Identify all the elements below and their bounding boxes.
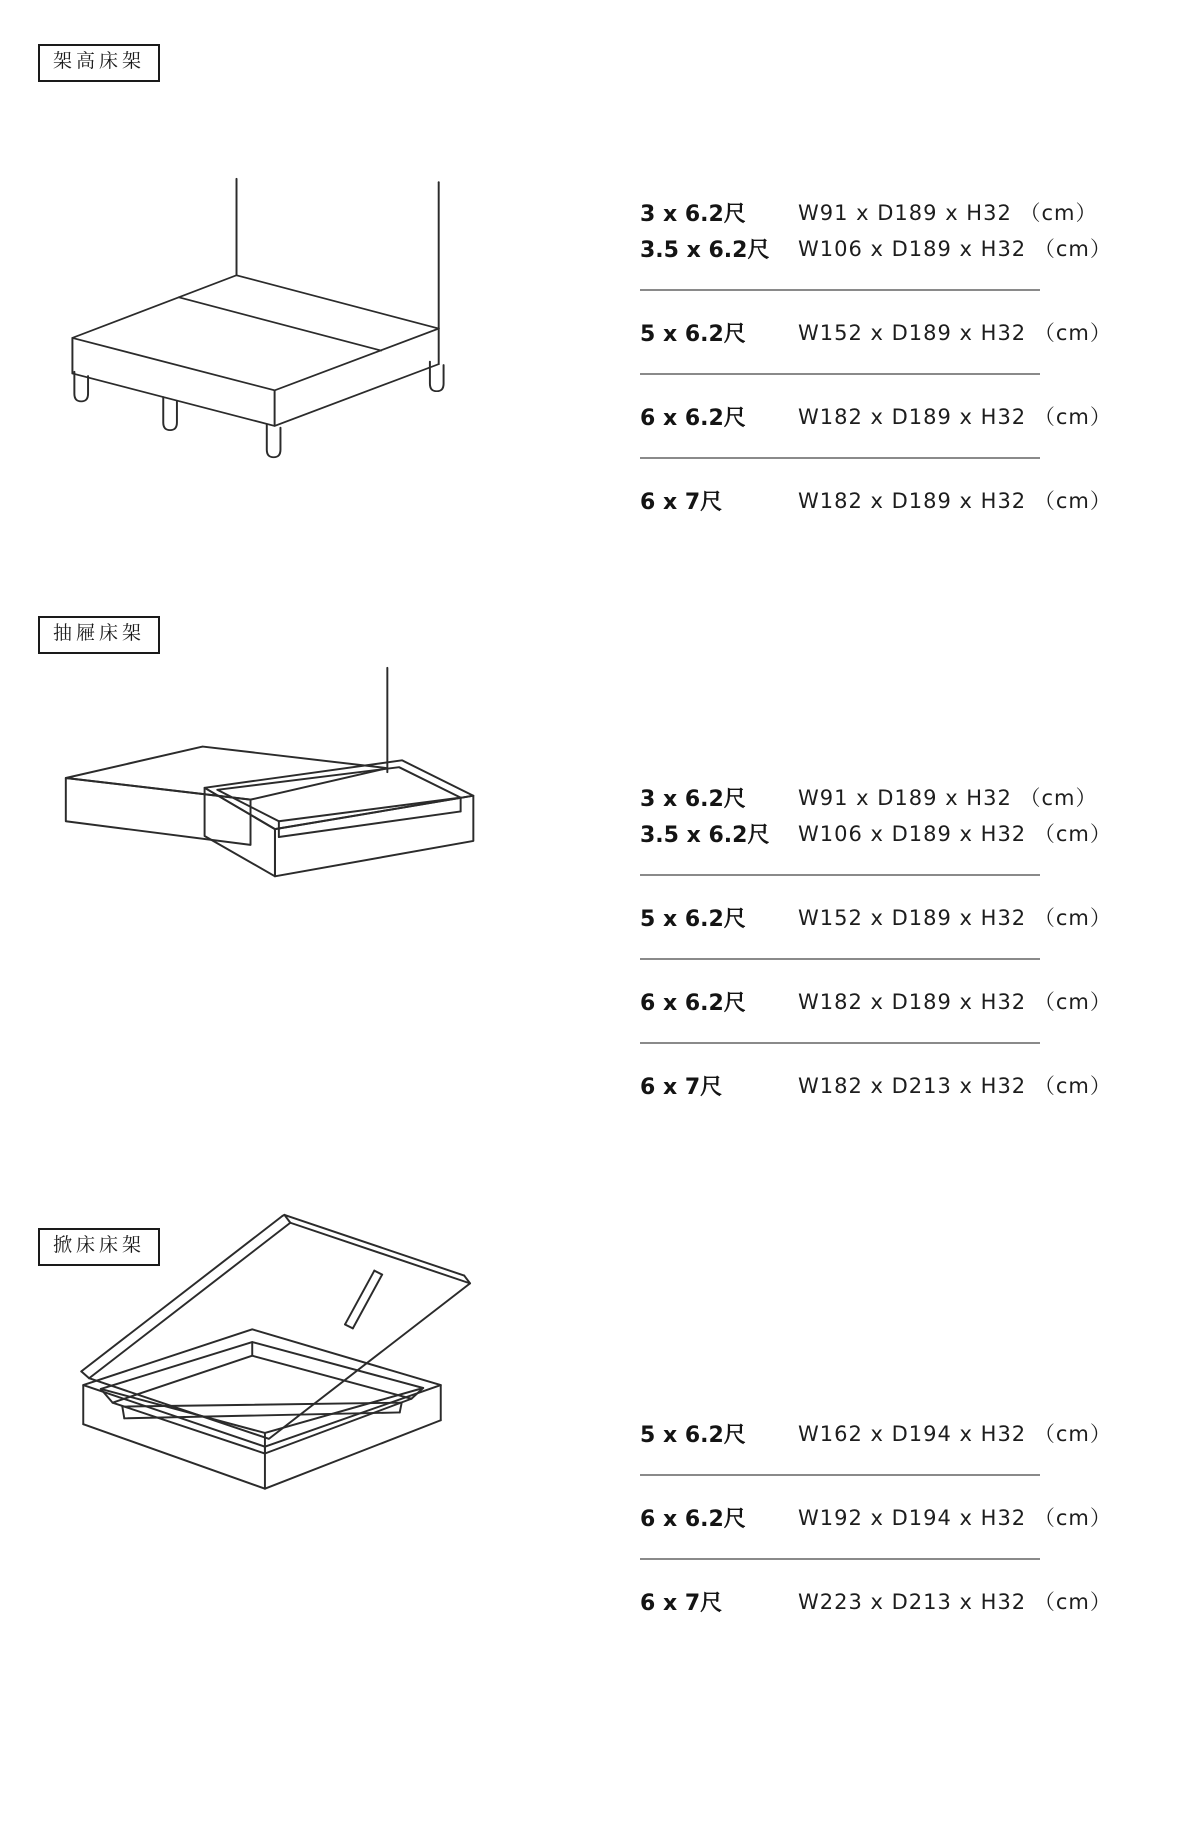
size-spec-row <box>640 899 1112 935</box>
dimensions-value: W152 x D189 x H32 （cm） <box>798 906 1112 930</box>
dimensions-value: W182 x D213 x H32 （cm） <box>798 1074 1112 1098</box>
raised-bed-frame-illustration <box>48 172 468 464</box>
size-spec-row <box>640 815 1112 851</box>
drawer-front-face <box>275 796 473 877</box>
dimensions-value: W223 x D213 x H32 （cm） <box>798 1590 1112 1614</box>
box-inner-rim <box>101 1342 423 1433</box>
row-divider <box>640 1474 1040 1476</box>
section-label-raised-bed <box>38 44 160 82</box>
size-spec-row <box>640 1499 1112 1535</box>
size-spec-row <box>640 482 1112 518</box>
size-spec-row <box>640 1583 1112 1619</box>
row-divider <box>640 457 1040 459</box>
spec-table-drawer-bed <box>640 779 1112 1103</box>
dimensions-value: W162 x D194 x H32 （cm） <box>798 1422 1112 1446</box>
dimensions-value: W106 x D189 x H32 （cm） <box>798 822 1112 846</box>
size-label: 6 x 6.2尺 <box>640 405 746 431</box>
row-divider <box>640 874 1040 876</box>
platform-top-face <box>72 275 438 390</box>
drawer-inner-rim <box>217 767 460 821</box>
section-label-drawer-bed <box>38 616 160 654</box>
dimensions-value: W182 x D189 x H32 （cm） <box>798 990 1112 1014</box>
size-spec-row <box>640 314 1112 350</box>
size-label: 5 x 6.2尺 <box>640 1422 746 1448</box>
size-spec-row <box>640 779 1098 815</box>
size-label: 3 x 6.2尺 <box>640 201 746 227</box>
size-label: 6 x 7尺 <box>640 1590 723 1616</box>
size-spec-row <box>640 1415 1112 1451</box>
row-divider <box>640 958 1040 960</box>
row-divider <box>640 1042 1040 1044</box>
dimensions-value: W106 x D189 x H32 （cm） <box>798 237 1112 261</box>
dimensions-value: W91 x D189 x H32 （cm） <box>798 786 1098 810</box>
drawer-bed-frame-illustration <box>58 662 488 952</box>
size-label: 3.5 x 6.2尺 <box>640 822 770 848</box>
lift-up-bed-frame-illustration <box>52 1168 472 1520</box>
size-label: 3 x 6.2尺 <box>640 786 746 812</box>
spec-table-raised-bed <box>640 194 1112 518</box>
bed-leg <box>267 424 281 457</box>
dimensions-value: W182 x D189 x H32 （cm） <box>798 489 1112 513</box>
dimensions-value: W182 x D189 x H32 （cm） <box>798 405 1112 429</box>
size-label: 3.5 x 6.2尺 <box>640 237 770 263</box>
row-divider <box>640 373 1040 375</box>
size-label: 6 x 6.2尺 <box>640 1506 746 1532</box>
dimensions-value: W152 x D189 x H32 （cm） <box>798 321 1112 345</box>
size-spec-row <box>640 194 1098 230</box>
lift-lid-edge <box>284 1215 464 1276</box>
row-divider <box>640 289 1040 291</box>
platform-front-face <box>66 778 251 845</box>
size-label: 6 x 6.2尺 <box>640 990 746 1016</box>
row-divider <box>640 1558 1040 1560</box>
size-spec-row <box>640 398 1112 434</box>
size-spec-row <box>640 1067 1112 1103</box>
platform-top-face <box>66 747 388 800</box>
size-spec-row <box>640 230 1112 266</box>
spec-table-lift-up-bed <box>640 1415 1112 1619</box>
size-label: 6 x 7尺 <box>640 489 723 515</box>
bed-leg <box>163 397 177 430</box>
size-label: 6 x 7尺 <box>640 1074 723 1100</box>
size-label: 5 x 6.2尺 <box>640 321 746 347</box>
section-label-text: 掀床床架 <box>53 1235 146 1256</box>
size-label: 5 x 6.2尺 <box>640 906 746 932</box>
dimensions-value: W91 x D189 x H32 （cm） <box>798 201 1098 225</box>
dimensions-value: W192 x D194 x H32 （cm） <box>798 1506 1112 1530</box>
size-spec-row <box>640 983 1112 1019</box>
section-label-text: 抽屜床架 <box>53 623 146 644</box>
section-label-text: 架高床架 <box>53 51 146 72</box>
